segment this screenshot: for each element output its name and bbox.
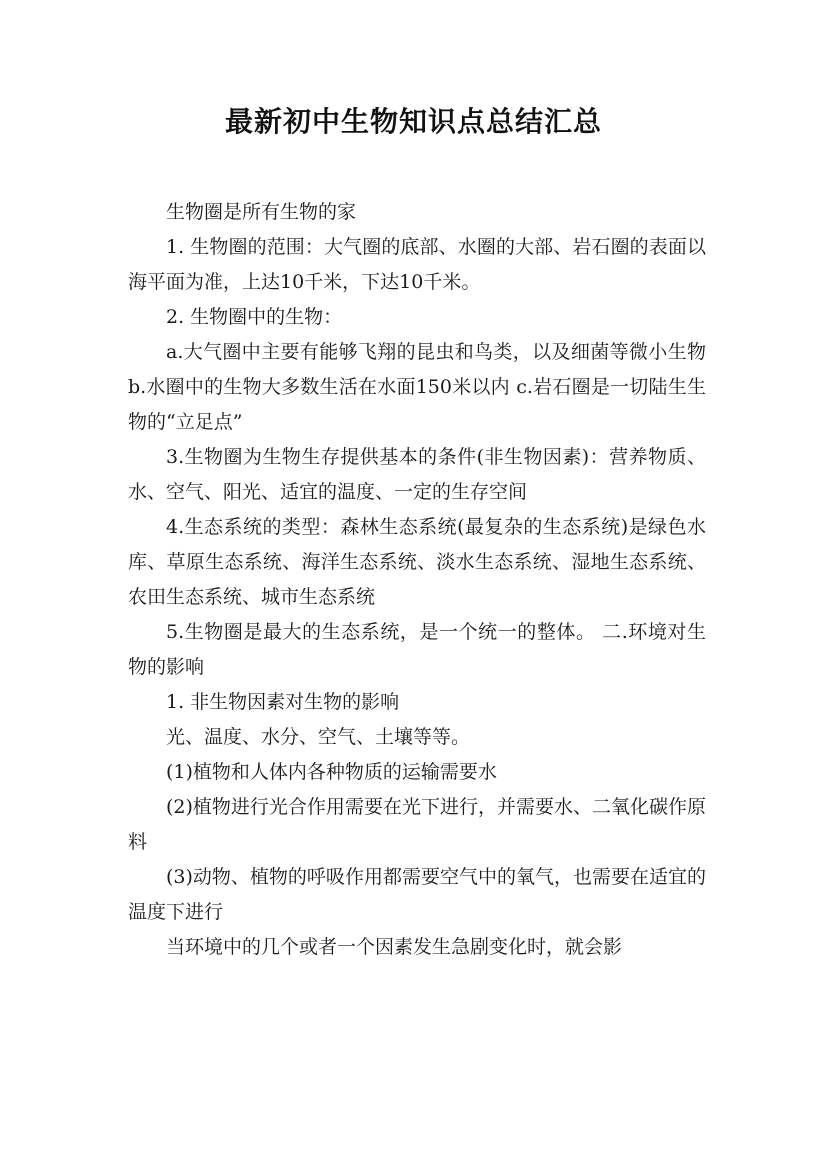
paragraph: 1. 生物圈的范围：大气圈的底部、水圈的大部、岩石圈的表面以海平面为准，上达10千米，下达10千米。 <box>128 236 706 293</box>
paragraph: (1)植物和人体内各种物质的运输需要水 <box>166 761 497 783</box>
paragraph: 3.生物圈为生物生存提供基本的条件(非生物因素)：营养物质、水、空气、阳光、适宜的温度、一定的生存空间 <box>128 446 706 503</box>
paragraph: 光、温度、水分、空气、土壤等等。 <box>166 726 471 748</box>
paragraph: 4.生态系统的类型：森林生态系统(最复杂的生态系统)是绿色水库、草原生态系统、海洋生态系统、淡水生态系统、湿地生态系统、农田生态系统、城市生态系统 <box>128 516 706 608</box>
paragraph: 2. 生物圈中的生物： <box>166 306 343 328</box>
document-title: 最新初中生物知识点总结汇总 <box>224 105 602 138</box>
document-body <box>128 195 706 965</box>
paragraph: (2)植物进行光合作用需要在光下进行，并需要水、二氧化碳作原料 <box>128 796 706 853</box>
paragraph: 1. 非生物因素对生物的影响 <box>166 691 400 713</box>
paragraph: 当环境中的几个或者一个因素发生急剧变化时，就会影 <box>166 936 623 958</box>
paragraph: a.大气圈中主要有能够飞翔的昆虫和鸟类，以及细菌等微小生物 b.水圈中的生物大多数生活在水面150米以内 c.岩石圈是一切陆生生物的“立足点” <box>128 341 706 433</box>
paragraph: (3)动物、植物的呼吸作用都需要空气中的氧气，也需要在适宜的温度下进行 <box>128 866 706 923</box>
paragraph: 生物圈是所有生物的家 <box>166 201 357 223</box>
paragraph: 5.生物圈是最大的生态系统，是一个统一的整体。 二.环境对生物的影响 <box>128 621 706 678</box>
